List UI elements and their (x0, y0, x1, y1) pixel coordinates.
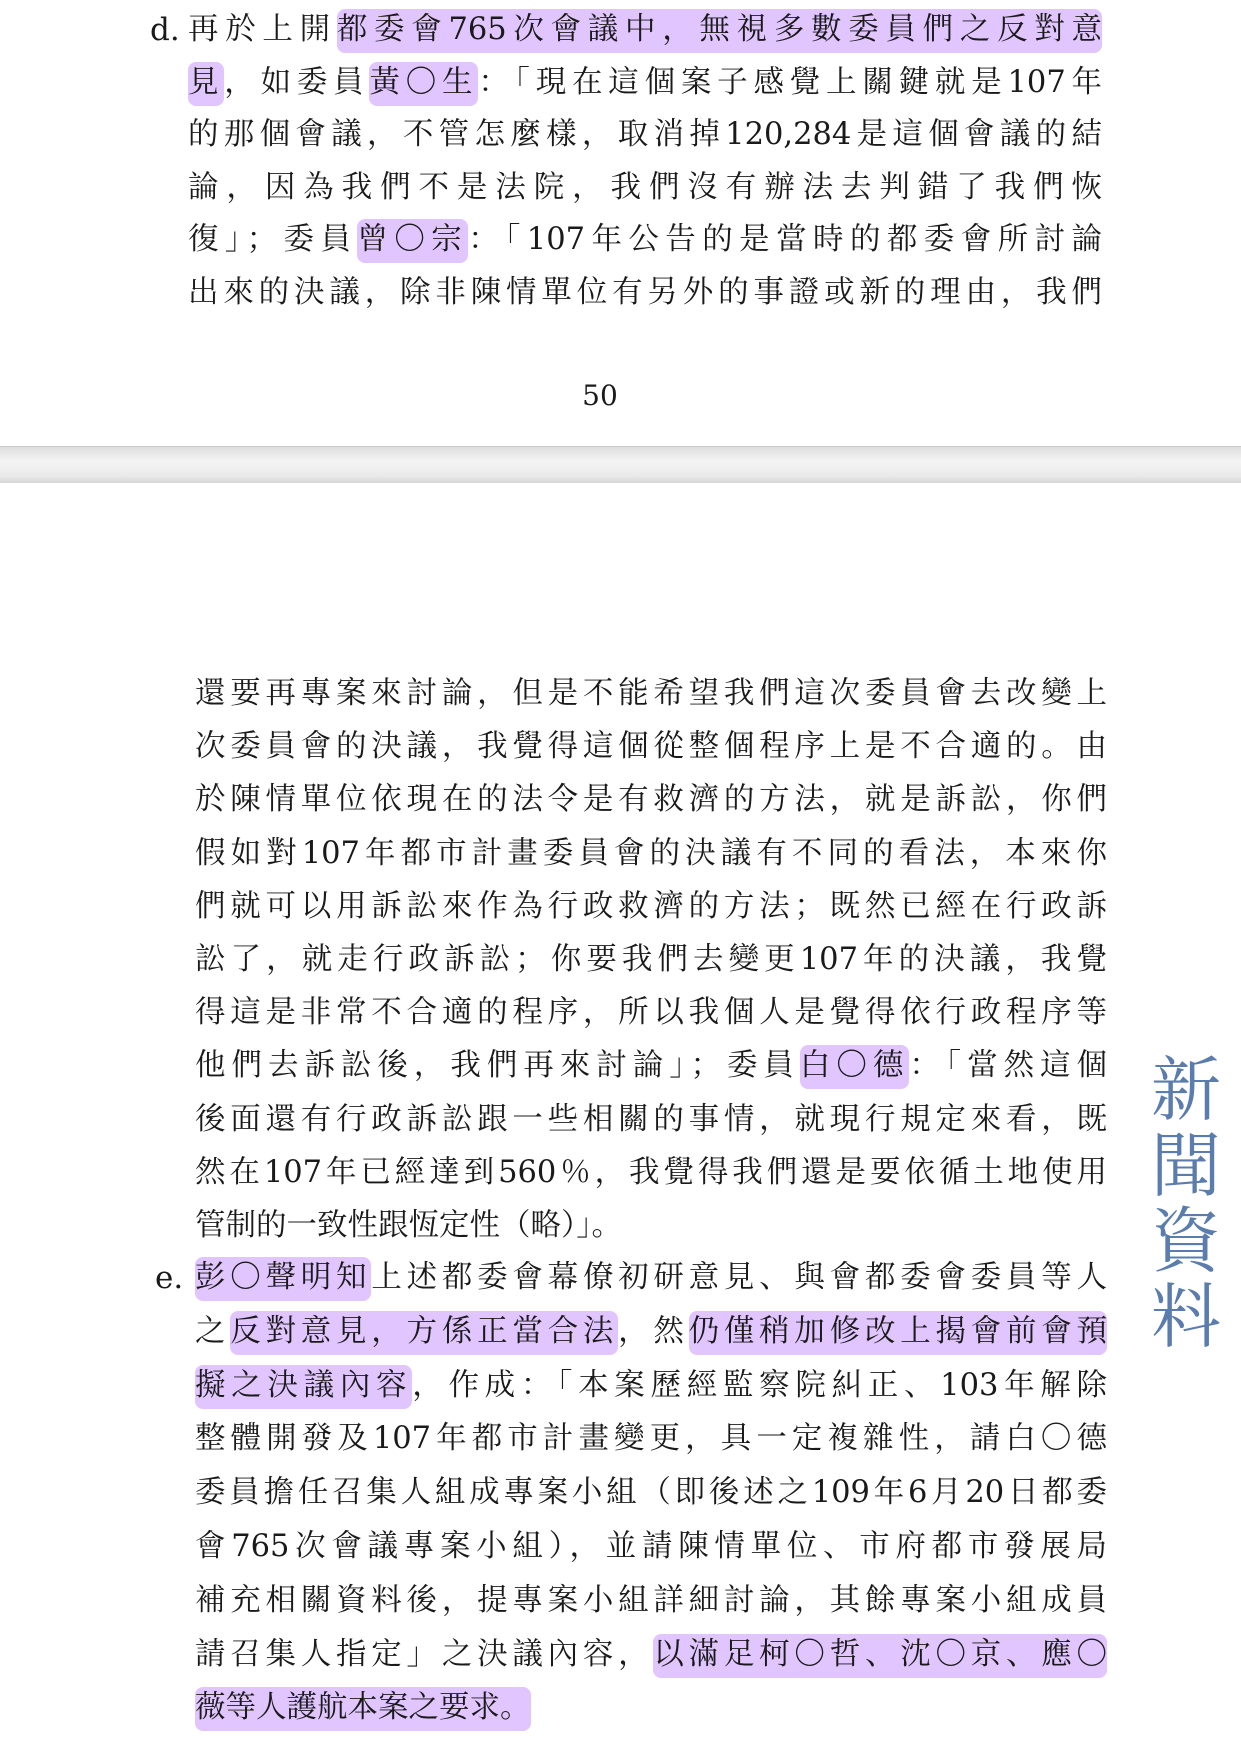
text-run: 整體開發及107年都市計畫變更，具一定複雜性，請白〇德 (195, 1421, 1107, 1457)
text-line (195, 1636, 1108, 1672)
text-run: 會765次會議專案小組），並請陳情單位、市府都市發展局 (195, 1529, 1107, 1564)
text-run: 上述都委會幕僚初研意見、與會都委會委員等人 (371, 1260, 1108, 1295)
text-run: 得這是非常不合適的程序，所以我個人是覺得依行政程序等 (195, 995, 1107, 1031)
text-line (188, 12, 1103, 47)
text-line (195, 1048, 1108, 1084)
highlighted-text: 見 (188, 62, 224, 106)
text-run: 再於上開 (188, 12, 337, 47)
text-line (195, 1101, 1107, 1137)
highlighted-text: 薇等人護航本案之要求。 (195, 1687, 531, 1731)
text-line (188, 169, 1102, 205)
highlighted-text: 彭〇聲明知 (195, 1257, 371, 1301)
text-line (195, 1690, 1107, 1726)
highlighted-text: 擬之決議內容 (195, 1365, 412, 1409)
text-line (195, 1582, 1107, 1618)
text-run: 的那個會議，不管怎麼樣，取消掉120,284是這個會議的結 (188, 117, 1102, 152)
text-run: 後面還有行政訴訟跟一些相關的事情，就現行規定來看，既 (195, 1101, 1107, 1137)
text-line (195, 1475, 1107, 1511)
text-line (195, 1529, 1107, 1564)
text-line (188, 274, 1102, 310)
page-51-top-portion (0, 483, 1241, 1740)
text-run: 還要再專案來討論，但是不能希望我們這次委員會去改變上 (195, 676, 1107, 711)
page-50-bottom-portion (0, 0, 1241, 446)
text-run: ，作成：「本案歷經監察院糾正、103年解除 (412, 1367, 1108, 1403)
text-run: 們就可以用訴訟來作為行政救濟的方法；既然已經在行政訴 (195, 888, 1107, 924)
text-run: 復」；委員 (188, 222, 358, 257)
stamp-char: 料 (1151, 1275, 1221, 1358)
item-d-marker: d. (150, 12, 180, 48)
text-run: ：「現在這個案子感覺上關鍵就是107年 (478, 64, 1103, 100)
text-line (195, 835, 1107, 871)
text-run: 次委員會的決議，我覺得這個從整個程序上是不合適的。由 (195, 729, 1107, 765)
text-run: ：「107年公告的是當時的都委會所討論 (468, 222, 1103, 257)
text-run: 管制的一致性跟恆定性（略）」。 (195, 1208, 622, 1243)
text-line (195, 942, 1107, 977)
text-run: 他們去訴訟後，我們再來討論」；委員 (195, 1048, 800, 1084)
text-run: ，然 (618, 1313, 689, 1349)
text-run: 於陳情單位依現在的法令是有救濟的方法，就是訴訟，你們 (195, 782, 1107, 818)
page-separator (0, 446, 1241, 484)
text-line (195, 1313, 1108, 1349)
text-run: 論，因為我們不是法院，我們沒有辦法去判錯了我們恢 (188, 169, 1102, 205)
text-run: 委員擔任召集人組成專案小組（即後述之109年6月20日都委 (195, 1475, 1107, 1511)
text-line (195, 888, 1107, 924)
highlighted-text: 曾〇宗 (357, 219, 468, 263)
highlighted-text: 反對意見，方係正當合法 (230, 1311, 618, 1355)
text-run: 然在107年已經達到560％，我覺得我們還是要依循土地使用 (195, 1154, 1107, 1190)
text-line (188, 64, 1103, 100)
text-run: 之 (195, 1313, 231, 1349)
text-run: ：「當然這個 (909, 1048, 1108, 1084)
text-line (195, 729, 1107, 765)
text-line (188, 222, 1103, 257)
text-line (195, 676, 1107, 711)
news-material-stamp (1136, 1049, 1236, 1358)
highlighted-text: 黃〇生 (369, 62, 478, 106)
text-line (195, 1260, 1108, 1295)
text-line (195, 1208, 1107, 1243)
text-line (195, 1421, 1107, 1457)
text-run: 假如對107年都市計畫委員會的決議有不同的看法，本來你 (195, 835, 1107, 871)
text-run: 請召集人指定」之決議內容， (195, 1636, 654, 1672)
highlighted-text: 白〇德 (800, 1045, 909, 1089)
stamp-char: 聞 (1151, 1124, 1221, 1207)
highlighted-text: 仍僅稍加修改上揭會前會預 (689, 1311, 1107, 1355)
highlighted-text: 以滿足柯〇哲、沈〇京、應〇 (653, 1634, 1107, 1678)
item-e-marker: e. (155, 1260, 184, 1296)
text-run: ，如委員 (224, 64, 370, 100)
page-number: 50 (582, 379, 618, 412)
highlighted-text: 都委會765次會議中，無視多數委員們之反對意 (337, 9, 1102, 53)
text-run: 出來的決議，除非陳情單位有另外的事證或新的理由，我們 (188, 274, 1102, 310)
text-line (195, 1154, 1107, 1190)
text-line (195, 782, 1107, 818)
text-line (188, 117, 1102, 152)
text-run: 訟了，就走行政訴訟；你要我們去變更107年的決議，我覺 (195, 942, 1107, 977)
text-line (195, 995, 1107, 1031)
text-line (195, 1367, 1108, 1403)
stamp-char: 新 (1151, 1049, 1221, 1131)
stamp-char: 資 (1151, 1200, 1221, 1283)
text-run: 補充相關資料後，提專案小組詳細討論，其餘專案小組成員 (195, 1582, 1107, 1618)
